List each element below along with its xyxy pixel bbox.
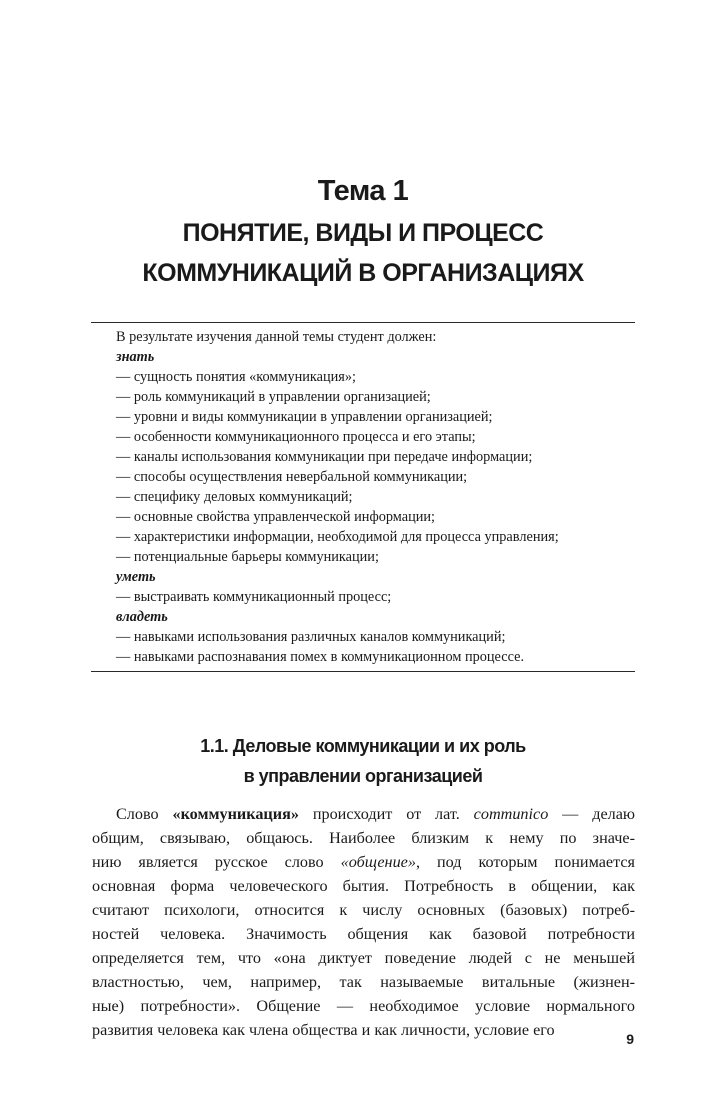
body-line-8: властностью, чем, например, так называемые витальные (жизнен-: [92, 973, 635, 991]
section-title-line-2: в управлении организацией: [243, 766, 483, 786]
know-item: — сущность понятия «коммуникация»;: [116, 369, 356, 385]
know-item: — характеристики информации, необходимой для процесса управления;: [116, 529, 559, 545]
master-item: — навыками использования различных каналов коммуникаций;: [116, 629, 506, 645]
body-line-3: нию является русское слово «общение», под которым понимается: [92, 853, 636, 871]
know-item: — особенности коммуникационного процесса и его этапы;: [116, 429, 476, 445]
body-line-5: считают психологи, относится к числу основных (базовых) потреб-: [92, 901, 635, 919]
term-communication: «коммуникация»: [172, 805, 299, 823]
know-item: — уровни и виды коммуникации в управлении организацией;: [116, 409, 493, 425]
term-obshchenie: «общение»: [340, 853, 416, 871]
master-item: — навыками распознавания помех в коммуникационном процессе.: [116, 649, 525, 665]
know-item: — специфику деловых коммуникаций;: [116, 489, 353, 505]
chapter-title-line-2: КОММУНИКАЦИЙ В ОРГАНИЗАЦИЯХ: [142, 259, 584, 287]
section-title-line-1: 1.1. Деловые коммуникации и их роль: [200, 736, 526, 756]
latin-term: communico: [473, 805, 549, 823]
topic-number: Тема 1: [317, 175, 409, 207]
objectives-bottom-rule: [91, 671, 635, 672]
body-line-6: ностей человека. Значимость общения как базовой потребности: [92, 925, 635, 943]
body-line-2: общим, связываю, общаюсь. Наиболее близким к нему по значе-: [92, 829, 635, 847]
page-number: 9: [626, 1031, 634, 1047]
chapter-title-line-1: ПОНЯТИЕ, ВИДЫ И ПРОЦЕСС: [182, 219, 544, 247]
body-line-4: основная форма человеческого бытия. Потребность в общении, как: [92, 877, 635, 895]
body-line-1: Слово «коммуникация» происходит от лат. communico — делаю: [116, 805, 635, 823]
know-item: — роль коммуникаций в управлении организацией;: [116, 389, 431, 405]
know-item: — потенциальные барьеры коммуникации;: [116, 549, 379, 565]
body-line-7: определяется тем, что «она диктует поведение людей с не меньшей: [92, 949, 635, 967]
know-item: — способы осуществления невербальной коммуникации;: [116, 469, 468, 485]
able-item: — выстраивать коммуникационный процесс;: [116, 589, 392, 605]
body-line-9: ные) потребности». Общение — необходимое условие нормального: [92, 997, 635, 1015]
know-item: — каналы использования коммуникации при передаче информации;: [116, 449, 533, 465]
body-line-10: развития человека как члена общества и как личности, условие его: [92, 1021, 555, 1039]
objectives-intro: В результате изучения данной темы студент должен:: [116, 329, 437, 345]
know-item: — основные свойства управленческой информации;: [116, 509, 436, 525]
able-label: уметь: [116, 569, 156, 585]
know-label: знать: [116, 349, 155, 365]
objectives-top-rule: [91, 322, 635, 323]
master-label: владеть: [116, 609, 168, 625]
